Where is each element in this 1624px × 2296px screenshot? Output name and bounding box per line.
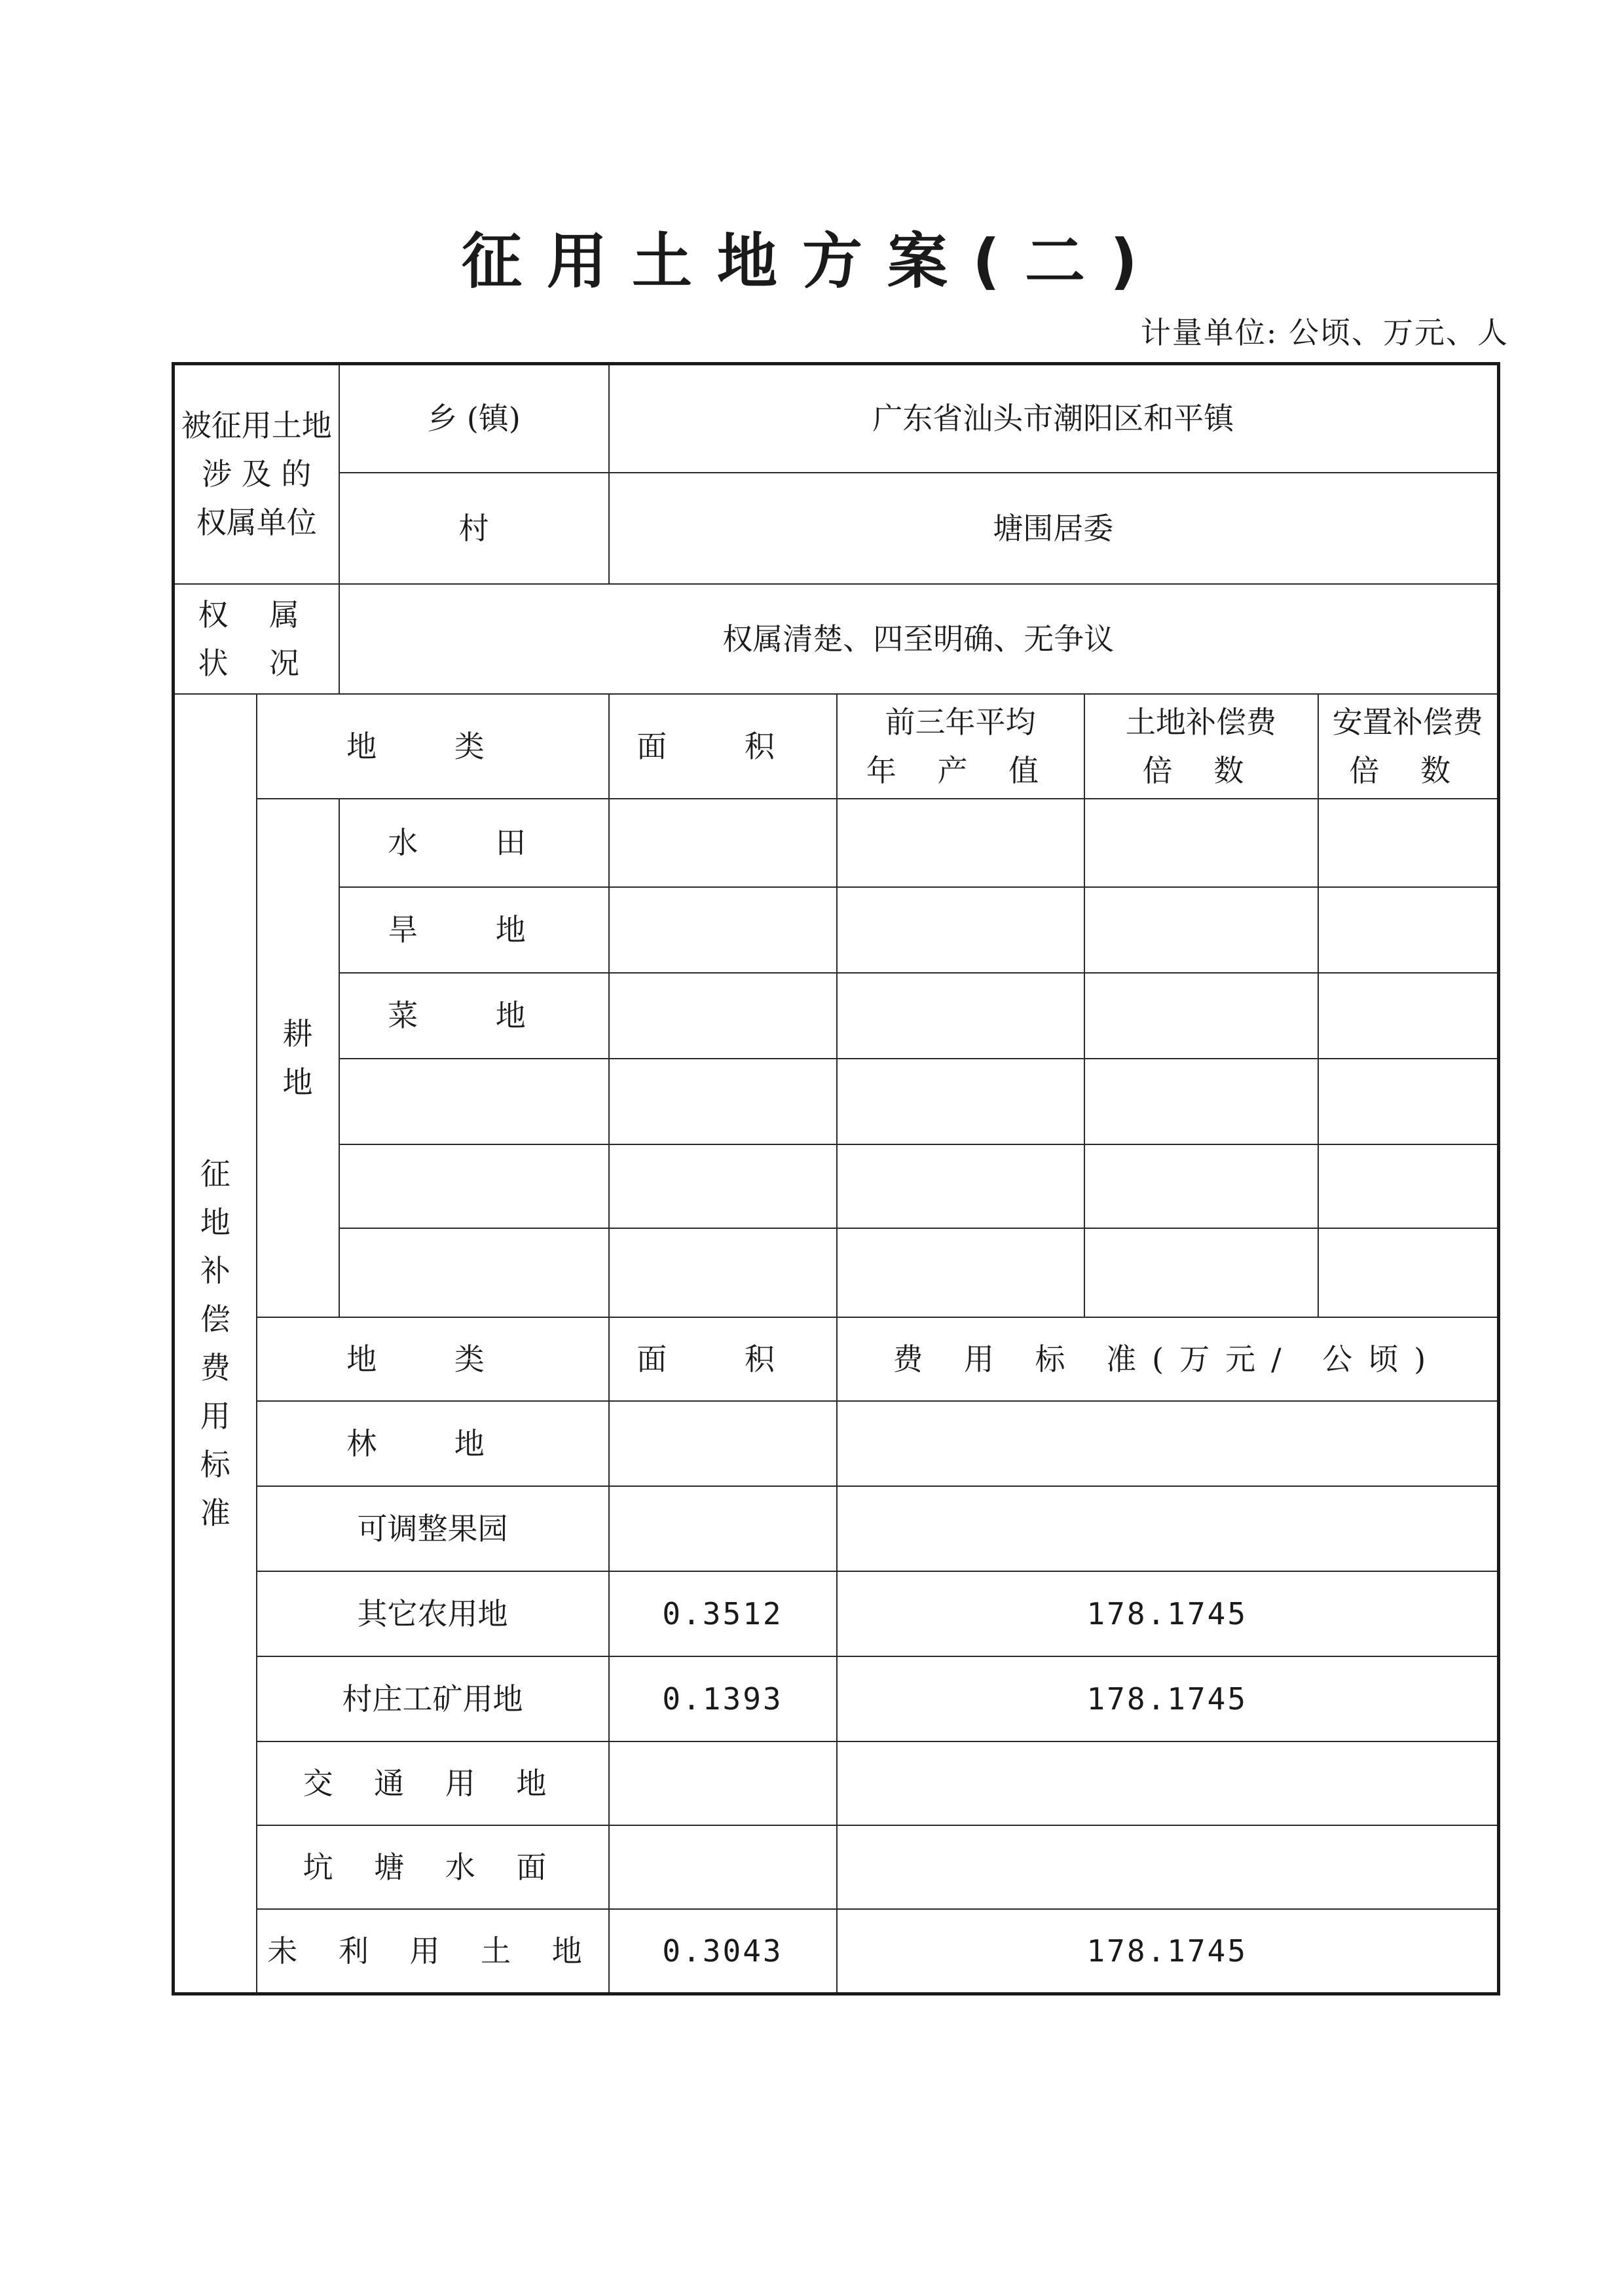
other-row-standard: 178.1745: [837, 1909, 1499, 1994]
township-value: 广东省汕头市潮阳区和平镇: [609, 364, 1499, 473]
cell-avg-output: [837, 887, 1084, 973]
other-row-area: 0.1393: [609, 1656, 837, 1741]
header-resettle-multiple-line2: 倍 数: [1349, 752, 1467, 788]
status-value: 权属清楚、四至明确、无争议: [339, 584, 1499, 694]
other-row-standard: 178.1745: [837, 1656, 1499, 1741]
ownership-unit-label: [174, 364, 339, 584]
cultivated-row-name: [339, 1144, 609, 1228]
header-avg-output: [837, 694, 1084, 799]
village-label: 村: [339, 473, 609, 584]
cell-avg-output: [837, 799, 1084, 887]
land-acquisition-table: [172, 362, 1500, 1995]
header-area: 面 积: [609, 694, 837, 799]
header2-land-type: 地 类: [257, 1317, 609, 1401]
other-row-area: [609, 1486, 837, 1571]
cell-land-multiple: [1084, 887, 1318, 973]
side-char: 用: [200, 1398, 231, 1434]
header-land-multiple-line1: 土地补偿费: [1126, 704, 1277, 740]
other-row-name: 其它农用地: [257, 1571, 609, 1656]
cultivated-row-name: 水 田: [339, 799, 609, 887]
header2-area: 面 积: [609, 1317, 837, 1401]
cell-resettle-multiple: [1318, 1059, 1499, 1144]
cell-land-multiple: [1084, 1144, 1318, 1228]
cell-resettle-multiple: [1318, 887, 1499, 973]
other-row-standard: [837, 1825, 1499, 1909]
status-label-line2: 状 况: [198, 645, 316, 681]
cell-land-multiple: [1084, 973, 1318, 1059]
other-row-area: [609, 1741, 837, 1825]
cell-resettle-multiple: [1318, 973, 1499, 1059]
side-char: 地: [200, 1204, 231, 1240]
cell-land-multiple: [1084, 799, 1318, 887]
cultivated-land-label: [257, 799, 339, 1317]
cell-avg-output: [837, 1228, 1084, 1317]
side-char: 征: [200, 1156, 231, 1192]
cell-resettle-multiple: [1318, 799, 1499, 887]
cell-land-multiple: [1084, 1059, 1318, 1144]
header-resettle-multiple-line1: 安置补偿费: [1332, 704, 1483, 740]
other-row-area: [609, 1825, 837, 1909]
cell-resettle-multiple: [1318, 1144, 1499, 1228]
cell-area: [609, 1228, 837, 1317]
header-land-type: 地 类: [257, 694, 609, 799]
other-row-name: 未 利 用 土 地: [257, 1909, 609, 1994]
cell-avg-output: [837, 1144, 1084, 1228]
header-avg-output-line1: 前三年平均: [885, 704, 1036, 740]
cell-area: [609, 887, 837, 973]
other-row-name: 坑 塘 水 面: [257, 1825, 609, 1909]
cell-land-multiple: [1084, 1228, 1318, 1317]
other-row-standard: [837, 1741, 1499, 1825]
other-row-name: 林 地: [257, 1401, 609, 1486]
other-row-name: 交 通 用 地: [257, 1741, 609, 1825]
header-avg-output-line2: 年 产 值: [866, 752, 1055, 788]
other-row-standard: [837, 1486, 1499, 1571]
side-char: 偿: [200, 1301, 231, 1337]
village-value: 塘围居委: [609, 473, 1499, 584]
ownership-label-line3: 权属单位: [196, 505, 317, 541]
status-label: [174, 584, 339, 694]
status-label-line1: 权 属: [198, 596, 316, 632]
township-label: 乡 (镇): [339, 364, 609, 473]
cell-avg-output: [837, 973, 1084, 1059]
header-land-multiple-line2: 倍 数: [1142, 752, 1260, 788]
cultivated-row-name: [339, 1228, 609, 1317]
other-row-standard: [837, 1401, 1499, 1486]
ownership-label-line1: 被征用土地: [181, 408, 332, 444]
cell-area: [609, 799, 837, 887]
other-row-area: [609, 1401, 837, 1486]
other-row-area: 0.3512: [609, 1571, 837, 1656]
cultivated-char: 地: [282, 1064, 313, 1100]
unit-note: 计量单位: 公顷、万元、人: [1140, 315, 1509, 350]
other-row-name: 村庄工矿用地: [257, 1656, 609, 1741]
side-char: 补: [200, 1252, 231, 1288]
page-title: 征用土地方案(二): [461, 227, 1163, 297]
other-row-name: 可调整果园: [257, 1486, 609, 1571]
ownership-label-line2: 涉 及 的: [202, 456, 312, 492]
header2-standard: 费 用 标 准(万元/ 公顷): [837, 1317, 1499, 1401]
cell-avg-output: [837, 1059, 1084, 1144]
other-row-standard: 178.1745: [837, 1571, 1499, 1656]
cultivated-row-name: 旱 地: [339, 887, 609, 973]
side-char: 准: [200, 1495, 231, 1531]
cultivated-char: 耕: [282, 1015, 313, 1051]
header-land-multiple: [1084, 694, 1318, 799]
compensation-side-label: [174, 694, 257, 1994]
cell-area: [609, 1144, 837, 1228]
cultivated-row-name: 菜 地: [339, 973, 609, 1059]
cultivated-row-name: [339, 1059, 609, 1144]
cell-resettle-multiple: [1318, 1228, 1499, 1317]
other-row-area: 0.3043: [609, 1909, 837, 1994]
header-resettle-multiple: [1318, 694, 1499, 799]
cell-area: [609, 973, 837, 1059]
side-char: 标: [200, 1446, 231, 1482]
side-char: 费: [200, 1349, 231, 1385]
cell-area: [609, 1059, 837, 1144]
